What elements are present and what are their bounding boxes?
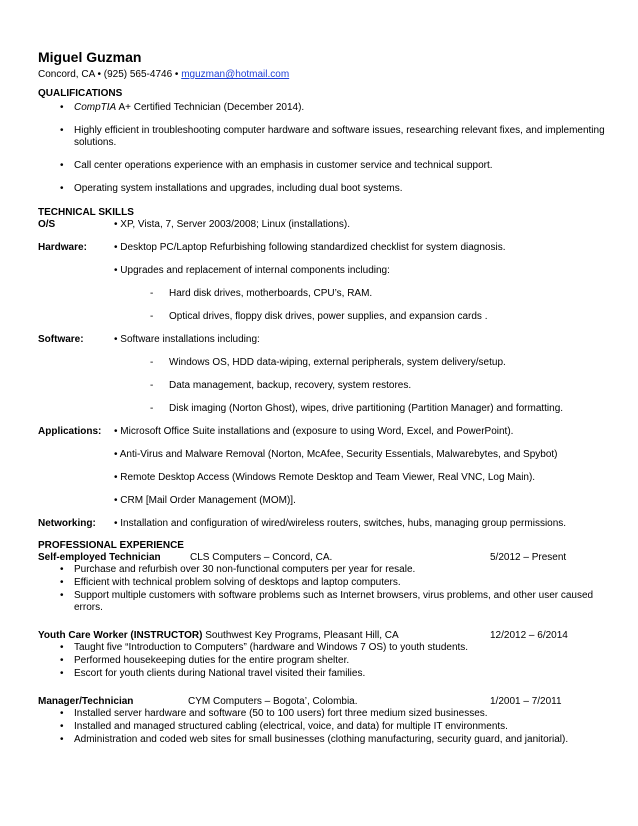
job-bullet-text: Taught five “Introduction to Computers” (hardware and Windows 7 OS) to youth students. <box>74 642 469 653</box>
contact-details: Concord, CA • (925) 565-4746 • <box>38 69 182 80</box>
candidate-name: Miguel Guzman <box>38 49 142 65</box>
job-organization: CYM Computers – Bogota’, Colombia. <box>188 696 358 707</box>
job-bullet <box>38 590 608 614</box>
job-bullet-text: Installed server hardware and software (50 to 100 users) fort three medium sized businesses. <box>74 708 488 719</box>
qualification-item <box>38 125 608 149</box>
skill-hardware-value: • Upgrades and replacement of internal components including: <box>114 265 390 276</box>
job-header <box>38 630 608 642</box>
skill-subitem <box>38 403 608 415</box>
technical-skills-heading: TECHNICAL SKILLS <box>38 207 134 218</box>
job-bullet <box>38 564 608 576</box>
skill-software-row <box>38 334 608 346</box>
skill-applications-value: • Anti-Virus and Malware Removal (Norton, McAfee, Security Essentials, Malwarebytes, and Spybot) <box>114 449 558 460</box>
bullet-icon: • <box>60 564 64 575</box>
job-dates: 12/2012 – 6/2014 <box>490 630 568 641</box>
certification-name: CompTIA <box>74 102 117 113</box>
job-organization: CLS Computers – Concord, CA. <box>190 552 333 563</box>
skill-software-value: • Software installations including: <box>114 334 260 345</box>
dash-icon: - <box>150 357 154 368</box>
dash-icon: - <box>150 403 154 414</box>
job-title: Youth Care Worker (INSTRUCTOR) <box>38 630 203 641</box>
job-title: Manager/Technician <box>38 696 134 707</box>
skill-subitem <box>38 311 608 323</box>
skill-subitem <box>38 288 608 300</box>
dash-icon: - <box>150 288 154 299</box>
skill-subitem-text: Disk imaging (Norton Ghost), wipes, drive partitioning (Partition Manager) and formatting. <box>169 403 564 414</box>
job-bullet <box>38 668 608 680</box>
bullet-icon: • <box>60 721 64 732</box>
experience-heading: PROFESSIONAL EXPERIENCE <box>38 540 184 551</box>
qualification-text: Highly efficient in troubleshooting computer hardware and software issues, researching relevant fixes, and implementing solutions. <box>74 125 605 148</box>
skill-networking-label: Networking: <box>38 518 96 529</box>
qualification-text: A+ Certified Technician (December 2014). <box>116 102 305 113</box>
skill-networking-row <box>38 518 608 530</box>
job-header <box>38 696 608 708</box>
job-dates: 1/2001 – 7/2011 <box>490 696 562 707</box>
skill-os-value: • XP, Vista, 7, Server 2003/2008; Linux (installations). <box>114 219 351 230</box>
qualifications-heading: QUALIFICATIONS <box>38 88 123 99</box>
skill-applications-value: • Remote Desktop Access (Windows Remote Desktop and Team Viewer, Real VNC, Log Main). <box>114 472 536 483</box>
job-dates: 5/2012 – Present <box>490 552 567 563</box>
skill-subitem <box>38 357 608 369</box>
qualification-item <box>38 160 608 172</box>
bullet-icon: • <box>60 160 64 171</box>
skill-networking-value: • Installation and configuration of wired/wireless routers, switches, hubs, managing group permissions. <box>114 518 567 529</box>
bullet-icon: • <box>60 708 64 719</box>
job-header <box>38 552 608 564</box>
bullet-icon: • <box>60 590 64 601</box>
qualification-text: Call center operations experience with an emphasis in customer service and technical support. <box>74 160 493 171</box>
skill-subitem-text: Windows OS, HDD data-wiping, external peripherals, system delivery/setup. <box>169 357 506 368</box>
job-bullet <box>38 642 608 654</box>
job-bullet <box>38 577 608 589</box>
bullet-icon: • <box>60 125 64 136</box>
skill-software-label: Software: <box>38 334 84 345</box>
skill-subitem-text: Data management, backup, recovery, system restores. <box>169 380 412 391</box>
job-bullet <box>38 655 608 667</box>
skill-applications-label: Applications: <box>38 426 102 437</box>
job-bullet-text: Administration and coded web sites for small businesses (clothing manufacturing, security guard, and janitorial). <box>74 734 569 745</box>
skill-hardware-row <box>38 242 608 254</box>
skill-applications-value: • CRM [Mail Order Management (MOM)]. <box>114 495 296 506</box>
skill-os-row <box>38 219 608 231</box>
bullet-icon: • <box>60 183 64 194</box>
job-bullet-text: Installed and managed structured cabling (electrical, voice, and data) for multiple IT environments. <box>74 721 508 732</box>
job-bullet-text: Efficient with technical problem solving of desktops and laptop computers. <box>74 577 401 588</box>
job-bullet-text: Support multiple customers with software problems such as Internet browsers, virus problems, and other user caused errors. <box>74 590 594 613</box>
bullet-icon: • <box>60 668 64 679</box>
skill-subitem-text: Hard disk drives, motherboards, CPU’s, RAM. <box>169 288 373 299</box>
job-bullet <box>38 721 608 733</box>
skill-subitem <box>38 380 608 392</box>
job-bullet-text: Performed housekeeping duties for the entire program shelter. <box>74 655 350 666</box>
job-bullet <box>38 708 608 720</box>
resume-page <box>38 48 608 747</box>
bullet-icon: • <box>60 642 64 653</box>
job-bullet <box>38 734 608 746</box>
skill-subitem-text: Optical drives, floppy disk drives, power supplies, and expansion cards . <box>169 311 488 322</box>
qualification-text: Operating system installations and upgrades, including dual boot systems. <box>74 183 403 194</box>
qualification-item <box>38 183 608 195</box>
dash-icon: - <box>150 380 154 391</box>
bullet-icon: • <box>60 734 64 745</box>
skill-hardware-value: • Desktop PC/Laptop Refurbishing following standardized checklist for system diagnosis. <box>114 242 506 253</box>
bullet-icon: • <box>60 655 64 666</box>
qualification-item <box>38 102 608 114</box>
contact-line <box>38 69 608 81</box>
dash-icon: - <box>150 311 154 322</box>
skill-os-label: O/S <box>38 219 56 230</box>
email-link[interactable]: mguzman@hotmail.com <box>181 69 290 80</box>
skill-applications-row <box>38 426 608 438</box>
job-title: Self-employed Technician <box>38 552 161 563</box>
skill-applications-value: • Microsoft Office Suite installations and (exposure to using Word, Excel, and PowerPoint). <box>114 426 514 437</box>
skill-hardware-label: Hardware: <box>38 242 87 253</box>
job-bullet-text: Purchase and refurbish over 30 non-functional computers per year for resale. <box>74 564 416 575</box>
bullet-icon: • <box>60 102 64 113</box>
job-organization: Southwest Key Programs, Pleasant Hill, CA <box>205 630 399 641</box>
bullet-icon: • <box>60 577 64 588</box>
job-bullet-text: Escort for youth clients during National travel visited their families. <box>74 668 366 679</box>
